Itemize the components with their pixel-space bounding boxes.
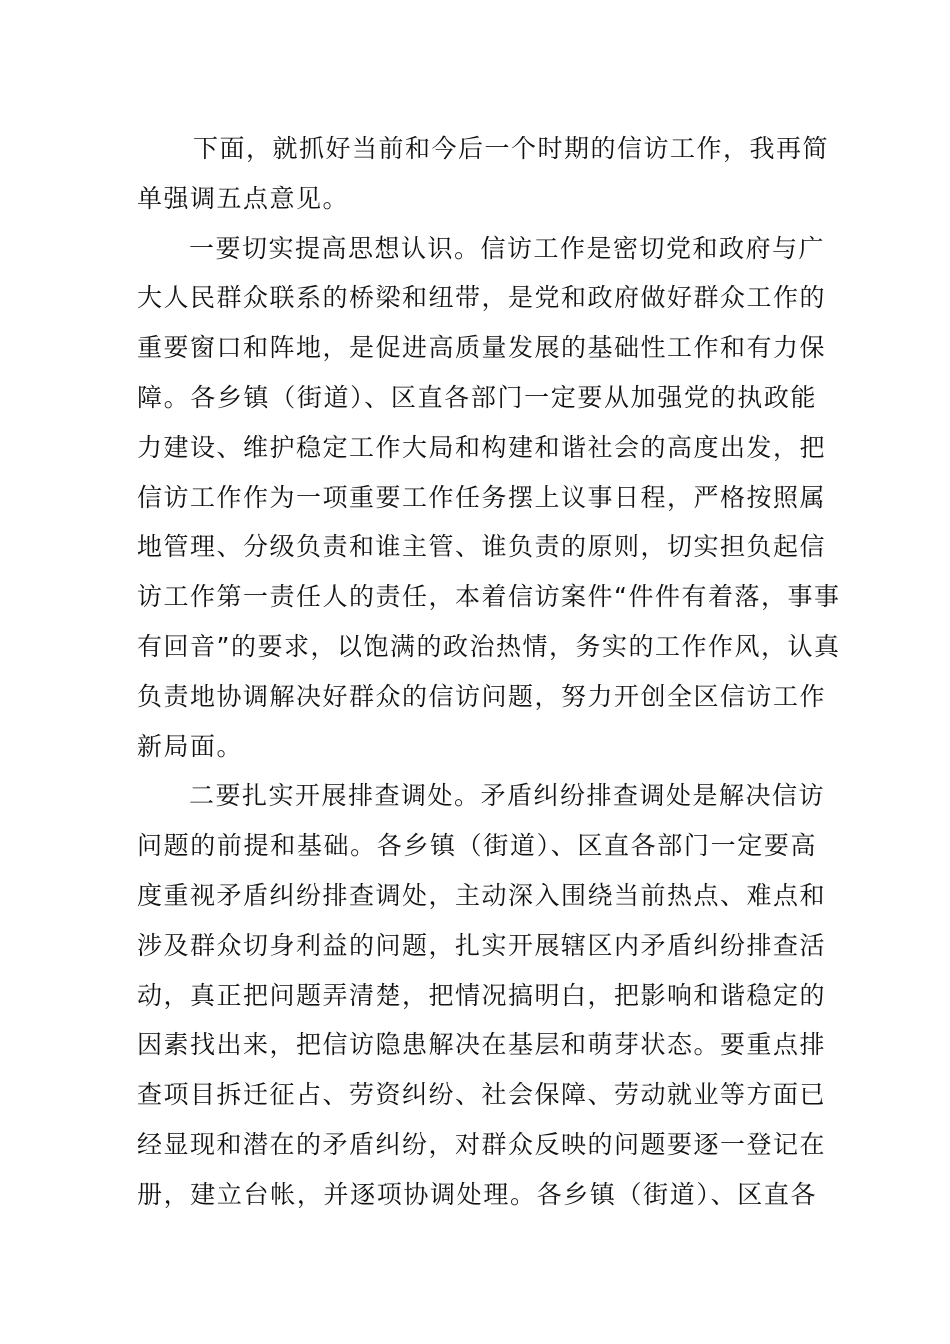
paragraph-point-1-line-1: 一要切实提高思想认识。信访工作是密切党和政府与广 xyxy=(189,233,826,263)
paragraph-point-1-line-2: 大人民群众联系的桥梁和纽带，是党和政府做好群众工作的 xyxy=(137,283,827,313)
paragraph-point-1-line-7: 地管理、分级负责和谁主管、谁负责的原则，切实担负起信 xyxy=(137,532,827,562)
paragraph-point-2-line-5: 动，真正把问题弄清楚，把情况搞明白，把影响和谐稳定的 xyxy=(137,980,827,1010)
paragraph-point-2-line-9: 册，建立台帐，并逐项协调处理。各乡镇（街道）、区直各 xyxy=(137,1179,817,1209)
paragraph-point-1-line-3: 重要窗口和阵地，是促进高质量发展的基础性工作和有力保 xyxy=(137,333,827,363)
paragraph-point-1-line-5: 力建设、维护稳定工作大局和构建和谐社会的高度出发，把 xyxy=(137,432,827,462)
paragraph-point-1-line-4: 障。各乡镇（街道）、区直各部门一定要从加强党的执政能 xyxy=(137,382,817,412)
paragraph-point-2-line-6: 因素找出来，把信访隐患解决在基层和萌芽状态。要重点排 xyxy=(137,1030,827,1060)
paragraph-intro-line-2: 单强调五点意见。 xyxy=(137,183,350,213)
paragraph-point-1-line-11: 新局面。 xyxy=(137,731,244,761)
paragraph-point-2-line-7: 查项目拆迁征占、劳资纠纷、社会保障、劳动就业等方面已 xyxy=(137,1080,827,1110)
paragraph-point-1-line-9: 有回音”的要求，以饱满的政治热情，务实的工作作风，认真 xyxy=(137,631,841,661)
paragraph-point-2-line-2: 问题的前提和基础。各乡镇（街道）、区直各部门一定要高 xyxy=(137,831,817,861)
paragraph-point-2-line-1: 二要扎实开展排查调处。矛盾纠纷排查调处是解决信访 xyxy=(189,781,826,811)
paragraph-point-1-line-6: 信访工作作为一项重要工作任务摆上议事日程，严格按照属 xyxy=(137,482,827,512)
paragraph-point-1-line-8: 访工作第一责任人的责任，本着信访案件“件件有着落，事事 xyxy=(137,582,841,612)
paragraph-point-1-line-10: 负责地协调解决好群众的信访问题，努力开创全区信访工作 xyxy=(137,681,827,711)
paragraph-point-2-line-8: 经显现和潜在的矛盾纠纷，对群众反映的问题要逐一登记在 xyxy=(137,1129,827,1159)
paragraph-intro-line-1: 下面，就抓好当前和今后一个时期的信访工作，我再简 xyxy=(193,134,830,163)
document-body xyxy=(137,124,841,1220)
paragraph-point-2-line-4: 涉及群众切身利益的问题，扎实开展辖区内矛盾纠纷排查活 xyxy=(137,930,827,960)
paragraph-point-2-line-3: 度重视矛盾纠纷排查调处，主动深入围绕当前热点、难点和 xyxy=(137,880,827,910)
